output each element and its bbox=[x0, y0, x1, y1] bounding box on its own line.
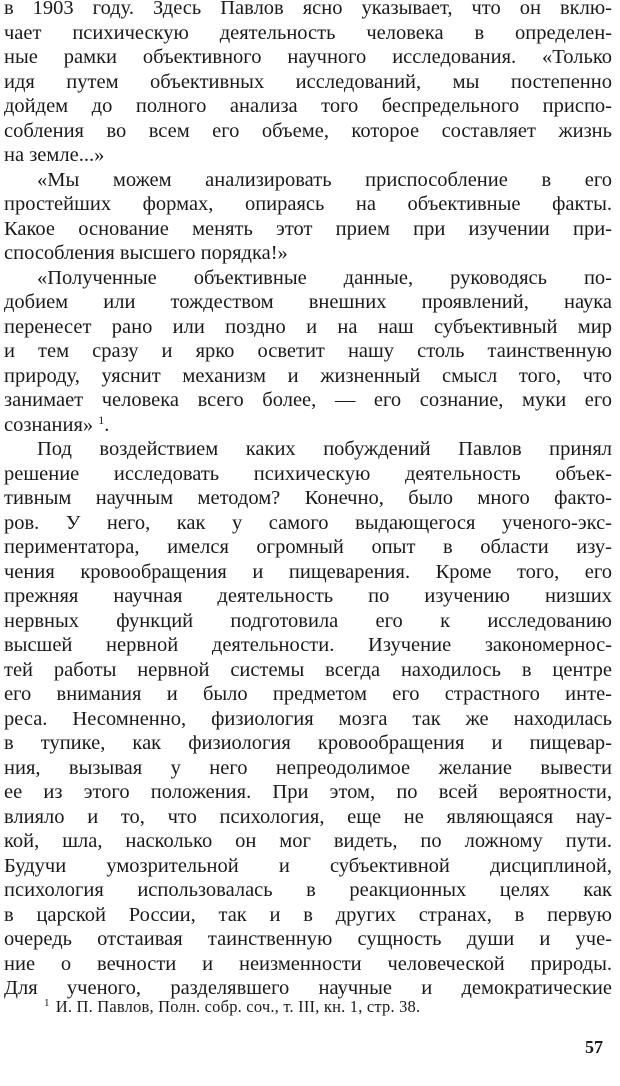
text-line bbox=[4, 903, 612, 928]
text-line bbox=[4, 290, 612, 315]
text-line bbox=[4, 780, 612, 805]
text-line bbox=[4, 707, 612, 732]
text-line bbox=[4, 266, 612, 291]
text-line-content: добием или тождеством внешних проявлений, наука bbox=[4, 291, 612, 313]
text-line bbox=[4, 731, 612, 756]
text-line-content: в тупике, как физиология кровообращения и пищевар- bbox=[4, 732, 612, 754]
text-line-content: тивным научным методом? Конечно, было много факто- bbox=[4, 487, 612, 509]
text-line bbox=[4, 364, 612, 389]
text-line-content: в 1903 году. Здесь Павлов ясно указывает, что он вклю- bbox=[4, 0, 612, 19]
text-line-content: способления высшего порядка!» bbox=[4, 242, 288, 264]
text-line-content: идя путем объективных исследований, мы постепенно bbox=[4, 70, 612, 93]
text-line bbox=[4, 94, 612, 119]
text-line-content: в царской России, так и в других странах, в первую bbox=[4, 903, 612, 926]
text-line-content: чения кровообращения и пищеварения. Кроме того, его bbox=[4, 560, 612, 583]
text-line bbox=[4, 0, 612, 21]
text-line bbox=[4, 388, 612, 413]
text-line-content: на земле...» bbox=[4, 144, 105, 166]
text-line bbox=[4, 119, 612, 144]
text-line-trailing: . bbox=[104, 413, 110, 436]
text-line bbox=[4, 682, 612, 707]
text-line-content: Какое основание менять этот прием при изучении при- bbox=[4, 217, 612, 240]
text-line-content: ния, вызывая у него непреодолимое желание вывести bbox=[4, 756, 612, 779]
text-line bbox=[4, 168, 612, 193]
text-line bbox=[4, 829, 612, 854]
text-line bbox=[4, 315, 612, 340]
text-line-content: простейших формах, опираясь на объективные факты. bbox=[4, 193, 612, 215]
text-line-content: решение исследовать психическую деятельность объек- bbox=[4, 462, 612, 485]
text-line-content: психология использовалась в реакционных целях как bbox=[4, 879, 612, 901]
text-line-content: ров. У него, как у самого выдающегося ученого-экс- bbox=[4, 511, 612, 534]
text-line bbox=[4, 658, 612, 683]
text-line-content: дойдем до полного анализа того беспредельного приспо- bbox=[4, 95, 612, 117]
text-line-content: и тем сразу и ярко осветит нашу столь таинственную bbox=[4, 340, 612, 362]
text-line-content: сознания» bbox=[4, 413, 94, 436]
text-line bbox=[4, 609, 612, 634]
text-line bbox=[4, 21, 612, 46]
text-line-content: собления во всем его объеме, которое составляет жизнь bbox=[4, 119, 612, 142]
text-line-content: «Мы можем анализировать приспособление в его bbox=[37, 168, 612, 191]
text-line bbox=[4, 805, 612, 830]
text-line-content: «Полученные объективные данные, руководясь по- bbox=[37, 266, 612, 289]
text-line bbox=[4, 241, 612, 266]
text-line-content: чает психическую деятельность человека в определен- bbox=[4, 21, 612, 44]
text-line-content: реса. Несомненно, физиология мозга так же находилась bbox=[4, 707, 612, 730]
text-line-content: очередь отстаивая таинственную сущность души и уче- bbox=[4, 928, 612, 950]
page-number: 57 bbox=[585, 1037, 603, 1057]
text-line-content: Для ученого, разделявшего научные и демократические bbox=[4, 977, 612, 999]
text-line bbox=[4, 584, 612, 609]
text-line-content: ее из этого положения. При этом, по всей вероятности, bbox=[4, 781, 612, 803]
text-line bbox=[4, 45, 612, 70]
body-text bbox=[4, 0, 612, 1001]
text-line-content: занимает человека всего более, — его сознание, муки его bbox=[4, 389, 612, 411]
text-line-content: влияло и то, что психология, еще не являющаяся нау- bbox=[4, 805, 612, 828]
text-line bbox=[4, 535, 612, 560]
text-line bbox=[4, 70, 612, 95]
text-line-content: Будучи умозрительной и субъективной дисциплиной, bbox=[4, 854, 612, 877]
text-line-content: его внимания и было предметом его страстного инте- bbox=[4, 683, 612, 705]
text-line-content: ные рамки объективного научного исследования. «Только bbox=[4, 46, 612, 68]
text-line bbox=[4, 217, 612, 242]
text-line-content: Под воздействием каких побуждений Павлов принял bbox=[37, 438, 612, 460]
text-line-content: прежняя научная деятельность по изучению низших bbox=[4, 585, 612, 607]
text-line-content: периментатора, имелся огромный опыт в области изу- bbox=[4, 536, 612, 558]
text-line bbox=[4, 192, 612, 217]
text-line bbox=[4, 462, 612, 487]
text-line bbox=[4, 878, 612, 903]
text-line bbox=[4, 486, 612, 511]
text-line-content: нервных функций подготовила его к исследованию bbox=[4, 609, 612, 632]
text-line-content: ние о вечности и неизменности человеческой природы. bbox=[4, 952, 612, 975]
text-line bbox=[4, 952, 612, 977]
footnote bbox=[44, 996, 420, 1018]
footnote-marker: 1 bbox=[44, 997, 50, 1009]
text-line bbox=[4, 756, 612, 781]
text-line bbox=[4, 511, 612, 536]
text-line-content: высшей нервной деятельности. Изучение закономернос- bbox=[4, 634, 612, 656]
footnote-reference: 1 bbox=[98, 412, 105, 427]
footnote-text: И. П. Павлов, Полн. собр. соч., т. III, кн. 1, стр. 38. bbox=[55, 997, 421, 1016]
text-line-content: перенесет рано или поздно и на наш субъективный мир bbox=[4, 315, 612, 338]
text-line-content: кой, шла, насколько он мог видеть, по ложному пути. bbox=[4, 830, 612, 852]
text-line bbox=[4, 143, 612, 168]
text-line bbox=[4, 413, 612, 438]
text-line-content: тей работы нервной системы всегда находилось в центре bbox=[4, 658, 612, 681]
text-line-content: природу, уяснит механизм и жизненный смысл того, что bbox=[4, 364, 612, 387]
text-line bbox=[4, 633, 612, 658]
text-line bbox=[4, 560, 612, 585]
text-line bbox=[4, 339, 612, 364]
text-line bbox=[4, 437, 612, 462]
text-line bbox=[4, 927, 612, 952]
text-line bbox=[4, 854, 612, 879]
